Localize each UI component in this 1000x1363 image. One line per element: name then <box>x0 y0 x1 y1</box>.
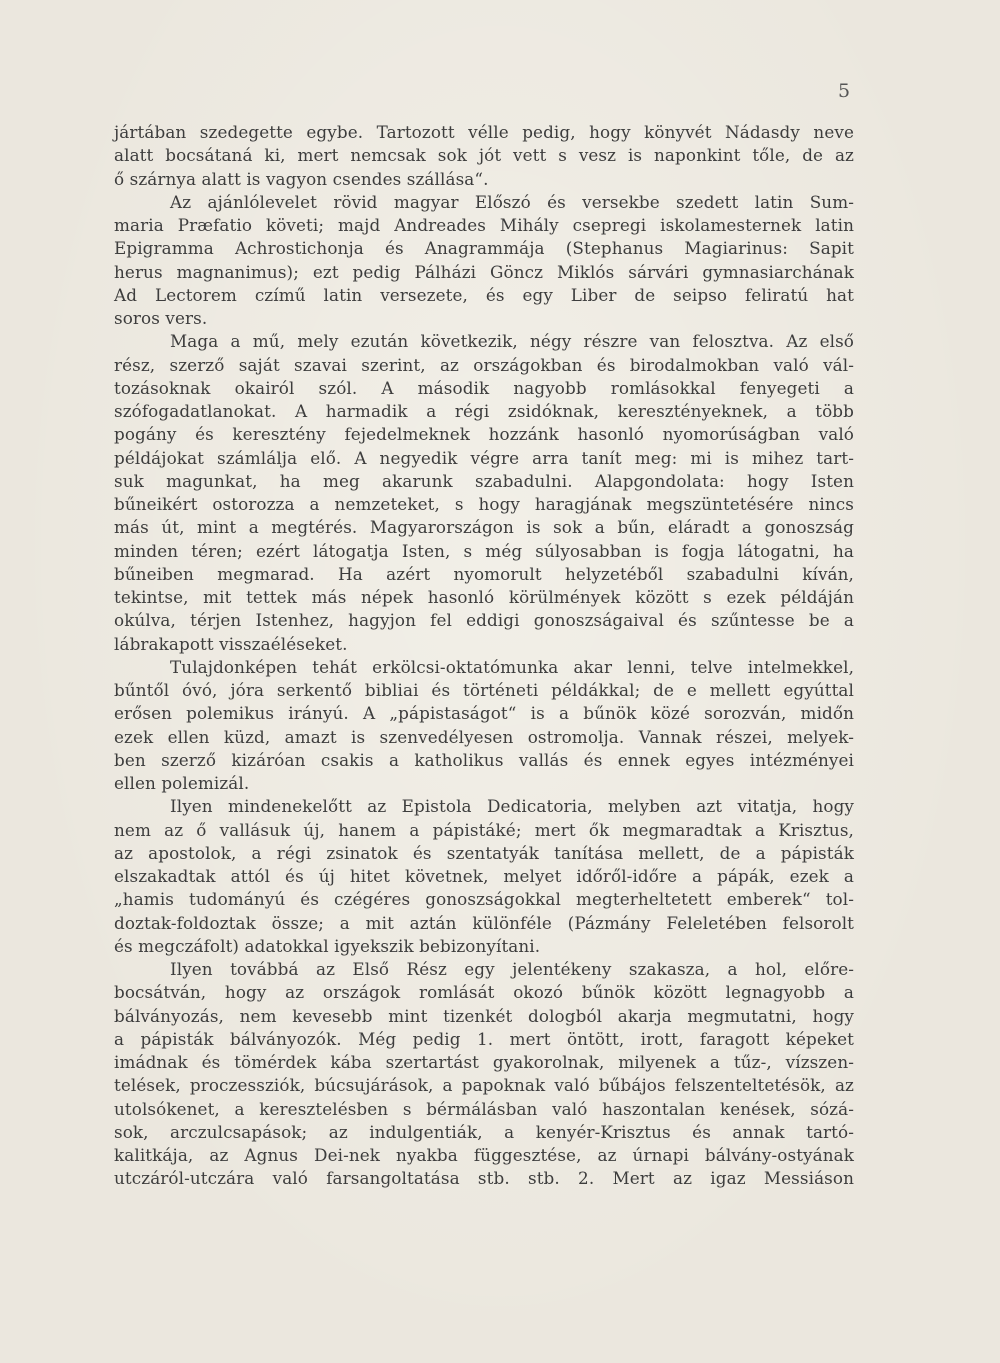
text-line: bűntől óvó, jóra serkentő bibliai és történeti példákkal; de e mellett egyúttal <box>114 680 854 700</box>
paragraph <box>114 330 854 656</box>
text-line: bűneiben megmarad. Ha azért nyomorult helyzetéből szabadulni kíván, <box>114 563 854 584</box>
text-line: ezek ellen küzd, amazt is szenvedélyesen ostromolja. Vannak részei, melyek- <box>114 726 854 747</box>
text-line: szófogadatlanokat. A harmadik a régi zsidóknak, keresztényeknek, a több <box>114 401 854 421</box>
paragraph <box>114 958 854 1191</box>
paragraph <box>114 121 854 191</box>
text-line: ben szerző kizáróan csakis a katholikus vallás és ennek egyes intézményei <box>114 749 854 770</box>
text-line: erősen polemikus irányú. A „pápistaságot“ is a bűnök közé sorozván, midőn <box>114 703 854 724</box>
text-line: Ilyen továbbá az Első Rész egy jelentékeny szakasza, a hol, előre- <box>170 959 854 979</box>
body-text <box>114 121 854 1191</box>
text-line: kalitkája, az Agnus Dei-nek nyakba függesztése, az úrnapi bálvány-ostyának <box>114 1145 854 1165</box>
text-line: ő szárnya alatt is vagyon csendes szállása“. <box>114 168 489 189</box>
paragraph <box>114 795 854 958</box>
text-line: alatt bocsátaná ki, mert nemcsak sok jót vett s vesz is naponkint tőle, de az <box>114 145 854 166</box>
text-line: a pápisták bálványozók. Még pedig 1. mert öntött, irott, faragott képeket <box>114 1028 854 1049</box>
text-line: utczáról-utczára való farsangoltatása stb. stb. 2. Mert az igaz Messiáson <box>114 1168 854 1189</box>
page-number: 5 <box>838 80 851 102</box>
text-line: példájokat számlálja elő. A negyedik végre arra tanít meg: mi is mihez tart- <box>114 447 854 468</box>
text-line: lábrakapott visszaéléseket. <box>114 633 348 654</box>
text-line: „hamis tudományú és czégéres gonoszságokkal megterheltetett emberek“ tol- <box>114 889 854 910</box>
text-line: Ilyen mindenekelőtt az Epistola Dedicatoria, melyben azt vitatja, hogy <box>170 796 854 817</box>
paragraph <box>114 191 854 331</box>
text-line: doztak-foldoztak össze; a mit aztán különféle (Pázmány Feleletében felsorolt <box>114 912 854 933</box>
text-line: Maga a mű, mely ezután következik, négy részre van felosztva. Az első <box>170 331 854 352</box>
text-line: tekintse, mit tettek más népek hasonló körülmények között s ezek példáján <box>114 587 854 607</box>
text-line: imádnak és tömérdek kába szertartást gyakorolnak, milyenek a tűz-, vízszen- <box>114 1052 854 1072</box>
text-line: elszakadtak attól és új hitet követnek, melyet időről-időre a pápák, ezek a <box>114 866 854 886</box>
text-line: nem az ő vallásuk új, hanem a pápistáké; mert ők megmaradtak a Krisztus, <box>114 819 854 840</box>
text-line: Epigramma Achrostichonja és Anagrammája (Stephanus Magiarinus: Sapit <box>114 238 854 259</box>
text-line: herus magnanimus); ezt pedig Pálházi Göncz Miklós sárvári gymnasiarchának <box>114 261 854 282</box>
text-line: más út, mint a megtérés. Magyarországon is sok a bűn, eláradt a gonoszság <box>114 517 854 538</box>
paragraph <box>114 656 854 796</box>
text-line: maria Præfatio követi; majd Andreades Mihály csepregi iskolamesternek latin <box>114 215 854 235</box>
text-line: utolsókenet, a keresztelésben s bérmálásban való haszontalan kenések, sózá- <box>114 1098 854 1119</box>
text-line: rész, szerző saját szavai szerint, az országokban és birodalmokban való vál- <box>114 354 854 375</box>
text-line: minden téren; ezért látogatja Isten, s még súlyosabban is fogja látogatni, ha <box>114 540 854 561</box>
text-line: bálványozás, nem kevesebb mint tizenkét dologból akarja megmutatni, hogy <box>114 1005 854 1026</box>
text-line: okúlva, térjen Istenhez, hagyjon fel eddigi gonoszságaival és szűntesse be a <box>114 610 854 631</box>
text-line: jártában szedegette egybe. Tartozott vélle pedig, hogy könyvét Nádasdy neve <box>114 122 854 142</box>
text-line: Az ajánlólevelet rövid magyar Előszó és versekbe szedett latin Sum- <box>170 191 854 212</box>
text-line: sok, arczulcsapások; az indulgentiák, a kenyér-Krisztus és annak tartó- <box>114 1121 854 1142</box>
text-line: pogány és keresztény fejedelmeknek hozzánk hasonló nyomorúságban való <box>114 424 854 445</box>
text-line: Tulajdonképen tehát erkölcsi-oktatómunka akar lenni, telve intelmekkel, <box>170 656 854 677</box>
text-line: suk magunkat, ha meg akarunk szabadulni. Alapgondolata: hogy Isten <box>114 470 854 491</box>
text-line: soros vers. <box>114 308 208 328</box>
text-line: bocsátván, hogy az országok romlását okozó bűnök között legnagyobb a <box>114 982 854 1003</box>
text-line: telések, proczessziók, búcsujárások, a papoknak való bűbájos felszenteltetésök, az <box>114 1075 854 1096</box>
text-line: tozásoknak okairól szól. A második nagyobb romlásokkal fenyegeti a <box>114 377 854 398</box>
text-line: és megczáfolt) adatokkal igyekszik bebizonyítani. <box>114 935 541 956</box>
text-line: az apostolok, a régi zsinatok és szentatyák tanítása mellett, de a pápisták <box>114 842 854 863</box>
text-line: Ad Lectorem czímű latin versezete, és egy Liber de seipso feliratú hat <box>114 284 854 305</box>
text-line: bűneikért ostorozza a nemzeteket, s hogy haragjának megszüntetésére nincs <box>114 494 854 514</box>
text-line: ellen polemizál. <box>114 773 250 793</box>
